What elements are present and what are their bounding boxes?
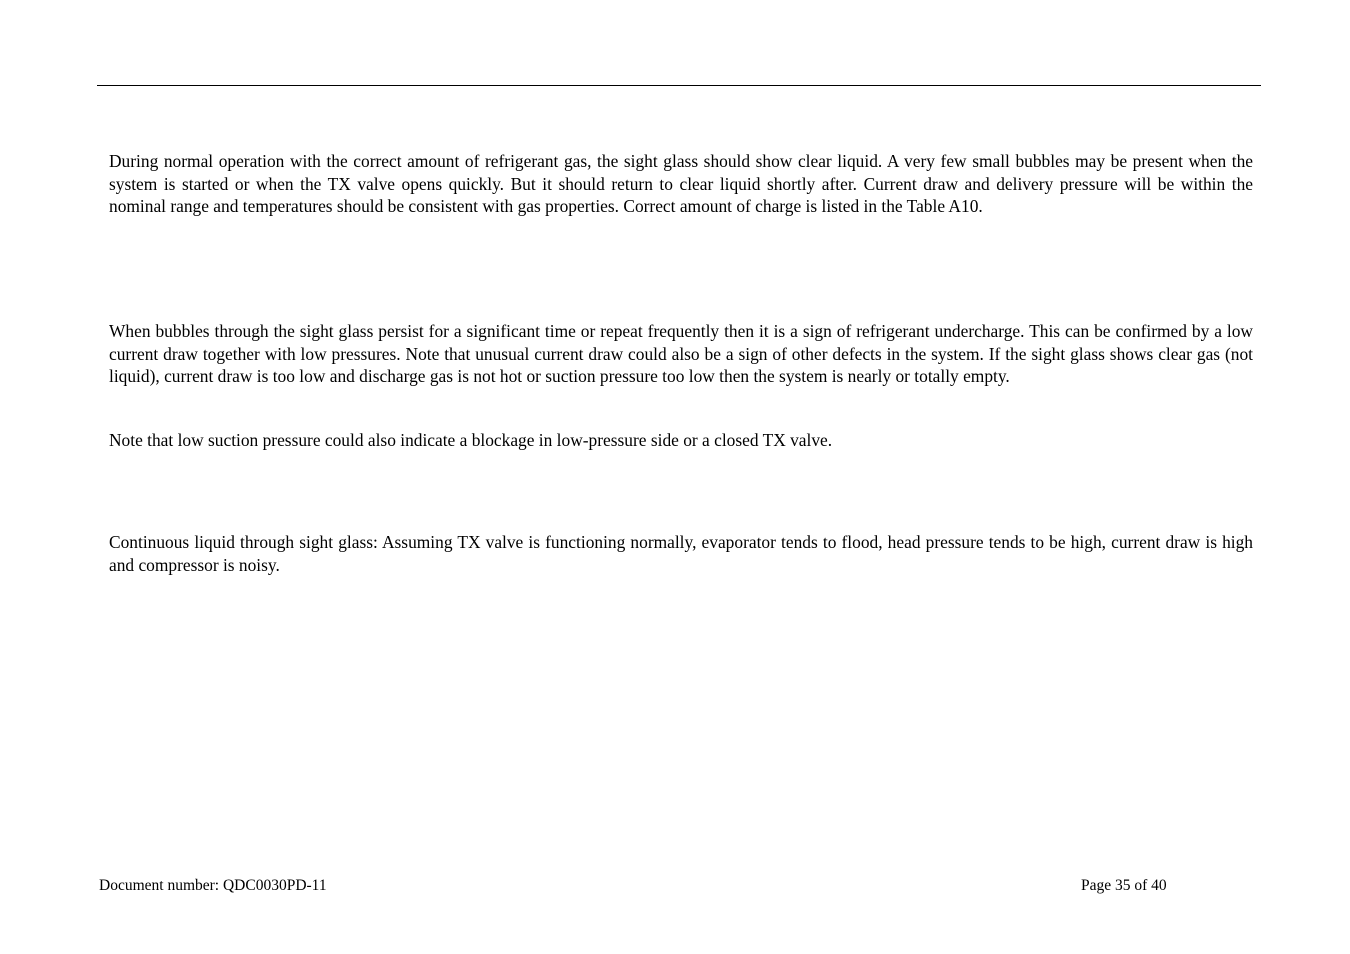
paragraph-undercharge: When bubbles through the sight glass persist for a significant time or repeat frequently then it is a sign of refrigerant undercharge. This can be confirmed by a low current draw together with low pressures. Note that unusual current draw could also be a sign of other defects in the system. If the sight glass shows clear gas (not liquid), current draw is too low and discharge gas is not hot or suction pressure too low then the system is nearly or totally empty. [109,321,1253,386]
paragraph-normal-operation: During normal operation with the correct amount of refrigerant gas, the sight glass should show clear liquid. A very few small bubbles may be present when the system is started or when the TX valve opens quickly. But it should return to clear liquid shortly after. Current draw and delivery pressure will be within the nominal range and temperatures should be consistent with gas properties. Correct amount of charge is listed in the Table A10. [109,151,1253,216]
footer-page-number: Page 35 of 40 [1081,877,1167,894]
footer-document-number: Document number: QDC0030PD-11 [99,877,327,894]
paragraph-overcharge: Continuous liquid through sight glass: Assuming TX valve is functioning normally, evaporator tends to flood, head pressure tends to be high, current draw is high and compressor is noisy. [109,532,1253,575]
header-rule [97,85,1261,86]
paragraph-low-suction-note: Note that low suction pressure could also indicate a blockage in low-pressure side or a closed TX valve. [109,430,833,450]
